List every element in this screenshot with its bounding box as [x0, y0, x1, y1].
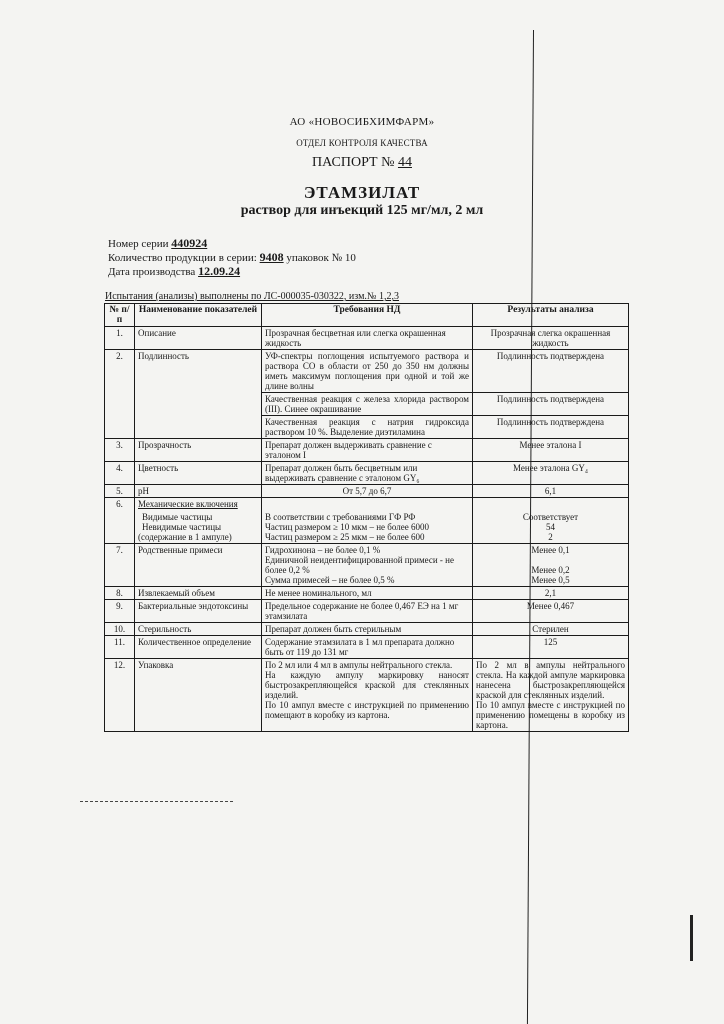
row-num: 7.: [105, 544, 135, 587]
series-value: 440924: [171, 236, 208, 250]
row-num: 1.: [105, 327, 135, 350]
quantity-line: [108, 250, 356, 265]
department-name: ОТДЕЛ КОНТРОЛЯ КАЧЕСТВА: [296, 138, 428, 148]
row-num: 3.: [105, 439, 135, 462]
table-row: [105, 498, 629, 544]
row-requirement: От 5,7 до 6,7: [262, 485, 473, 498]
analysis-table: [104, 303, 629, 732]
row-name: Стерильность: [135, 623, 262, 636]
row-requirement: Качественная реакция с натрия гидроксида раствором 10 %. Выделение диэтиламина: [262, 416, 473, 439]
row-result: 2,1: [473, 587, 629, 600]
requirement-line: В соответствии с требованиями ГФ РФ: [265, 512, 416, 522]
row-result: Подлинность подтверждена: [473, 350, 629, 393]
table-row: [105, 636, 629, 659]
row-result: Менее эталона I: [473, 439, 629, 462]
row-result: 125: [473, 636, 629, 659]
row-result: 6,1: [473, 485, 629, 498]
requirement-line: По 10 ампул вместе с инструкцией по применению помещают в коробку из картона.: [265, 700, 469, 720]
result-line: 2: [548, 532, 553, 542]
table-row: [105, 462, 629, 485]
row-requirement: Содержание этамзилата в 1 мл препарата должно быть от 119 до 131 мг: [262, 636, 473, 659]
row-requirement: УФ-спектры поглощения испытуемого раствора и раствора СО в области от 250 до 350 нм должны иметь максимум поглощения при одной и той же длине волны: [262, 350, 473, 393]
header-name: Наименование показателей: [135, 304, 262, 327]
row-num: 10.: [105, 623, 135, 636]
table-row: [105, 485, 629, 498]
table-row: [105, 623, 629, 636]
passport-title: [0, 155, 724, 171]
row-result: Прозрачная слегка окрашенная жидкость: [473, 327, 629, 350]
per-ampoule-note: (содержание в 1 ампуле): [138, 532, 232, 542]
row-name: Цветность: [135, 462, 262, 485]
header-results: Результаты анализа: [473, 304, 629, 327]
quantity-value: 9408: [259, 250, 284, 264]
scan-line-margin: [690, 915, 693, 961]
result-line: По 2 мл в ампулы нейтрального стекла. На каждой ампуле маркировка нанесена быстрозакрепляющейся краской для стеклянных изделий.: [476, 660, 625, 700]
row-requirement: Предельное содержание не более 0,467 ЕЭ на 1 мг этамзилата: [262, 600, 473, 623]
drug-name: ЭТАМЗИЛАТ: [303, 183, 421, 202]
drug-form: раствор для инъекций 125 мг/мл, 2 мл: [240, 203, 484, 218]
row-num: 9.: [105, 600, 135, 623]
row-result: [473, 544, 629, 587]
date-label: Дата производства: [108, 266, 196, 278]
row-result: Стерилен: [473, 623, 629, 636]
invisible-particles: Невидимые частицы: [142, 522, 222, 532]
result-line: Менее 0,2: [531, 565, 570, 575]
row-num: 11.: [105, 636, 135, 659]
date-value: 12.09.24: [198, 264, 241, 278]
row-name: Количественное определение: [135, 636, 262, 659]
row-requirement: Не менее номинального, мл: [262, 587, 473, 600]
row-num: 12.: [105, 659, 135, 732]
row-num: 8.: [105, 587, 135, 600]
row-name: Родственные примеси: [135, 544, 262, 587]
requirement-line: Гидрохинона – не более 0,1 %: [265, 545, 381, 555]
row-num: 5.: [105, 485, 135, 498]
header-requirements: Требования НД: [262, 304, 473, 327]
requirement-line: Частиц размером ≥ 25 мкм – не более 600: [265, 532, 425, 542]
result-line: По 10 ампул вместе с инструкцией по применению помещены в коробку из картона.: [476, 700, 625, 730]
requirement-line: Сумма примесей – не более 0,5 %: [265, 575, 395, 585]
visible-particles: Видимые частицы: [142, 512, 213, 522]
row-num: 2.: [105, 350, 135, 439]
table-row: [105, 327, 629, 350]
requirement-line: Частиц размером ≥ 10 мкм – не более 6000: [265, 522, 429, 532]
quantity-label: Количество продукции в серии:: [108, 252, 257, 264]
row-name: Описание: [135, 327, 262, 350]
footer-dashed-line: [80, 801, 233, 802]
row-requirement: Препарат должен быть бесцветным или выдерживать сравнение с эталоном GY₆: [262, 462, 473, 485]
row-name: Бактериальные эндотоксины: [135, 600, 262, 623]
row-requirement: Качественная реакция с железа хлорида раствором (III). Синее окрашивание: [262, 393, 473, 416]
row-result: Менее эталона GY₄: [473, 462, 629, 485]
result-line: Менее 0,5: [531, 575, 570, 585]
table-row: [105, 439, 629, 462]
table-header-row: [105, 304, 629, 327]
result-line: Менее 0,1: [531, 545, 570, 555]
passport-number: 44: [397, 155, 412, 170]
table-row: [105, 350, 629, 393]
row-name: Прозрачность: [135, 439, 262, 462]
row-name: Упаковка: [135, 659, 262, 732]
series-label: Номер серии: [108, 238, 169, 250]
row-requirement: [262, 498, 473, 544]
row-result: [473, 659, 629, 732]
row-num: 4.: [105, 462, 135, 485]
passport-label: ПАСПОРТ №: [312, 155, 395, 170]
organization-name: АО «НОВОСИБХИМФАРМ»: [289, 116, 435, 128]
row-name: [135, 498, 262, 544]
requirement-line: По 2 мл или 4 мл в ампулы нейтрального стекла.: [265, 660, 453, 670]
table-row: [105, 600, 629, 623]
tests-line: Испытания (анализы) выполнены по ЛС-000035-030322, изм.№ 1,2,3: [105, 291, 399, 302]
result-line: 54: [546, 522, 555, 532]
row-requirement: Препарат должен быть стерильным: [262, 623, 473, 636]
table-row: [105, 659, 629, 732]
quantity-suffix: упаковок № 10: [286, 252, 356, 264]
result-line: Соответствует: [522, 512, 579, 522]
row-requirement: Прозрачная бесцветная или слегка окрашенная жидкость: [262, 327, 473, 350]
row-result: Менее 0,467: [473, 600, 629, 623]
date-line: [108, 264, 240, 279]
mechanical-inclusions-title: Механические включения: [138, 499, 238, 509]
row-result: [473, 498, 629, 544]
series-line: [108, 236, 207, 251]
requirement-line: На каждую ампулу маркировку наносят быстрозакрепляющейся краской для стеклянных изделий.: [265, 670, 469, 700]
row-name: Подлинность: [135, 350, 262, 439]
row-name: pH: [135, 485, 262, 498]
row-num: 6.: [105, 498, 135, 544]
row-requirement: Препарат должен выдерживать сравнение с эталоном I: [262, 439, 473, 462]
row-requirement: [262, 544, 473, 587]
row-requirement: [262, 659, 473, 732]
table-row: [105, 544, 629, 587]
row-result: Подлинность подтверждена: [473, 393, 629, 416]
header-num: № п/п: [105, 304, 135, 327]
requirement-line: Единичной неидентифицированной примеси - не более 0,2 %: [265, 555, 454, 575]
row-name: Извлекаемый объем: [135, 587, 262, 600]
row-result: Подлинность подтверждена: [473, 416, 629, 439]
table-row: [105, 587, 629, 600]
